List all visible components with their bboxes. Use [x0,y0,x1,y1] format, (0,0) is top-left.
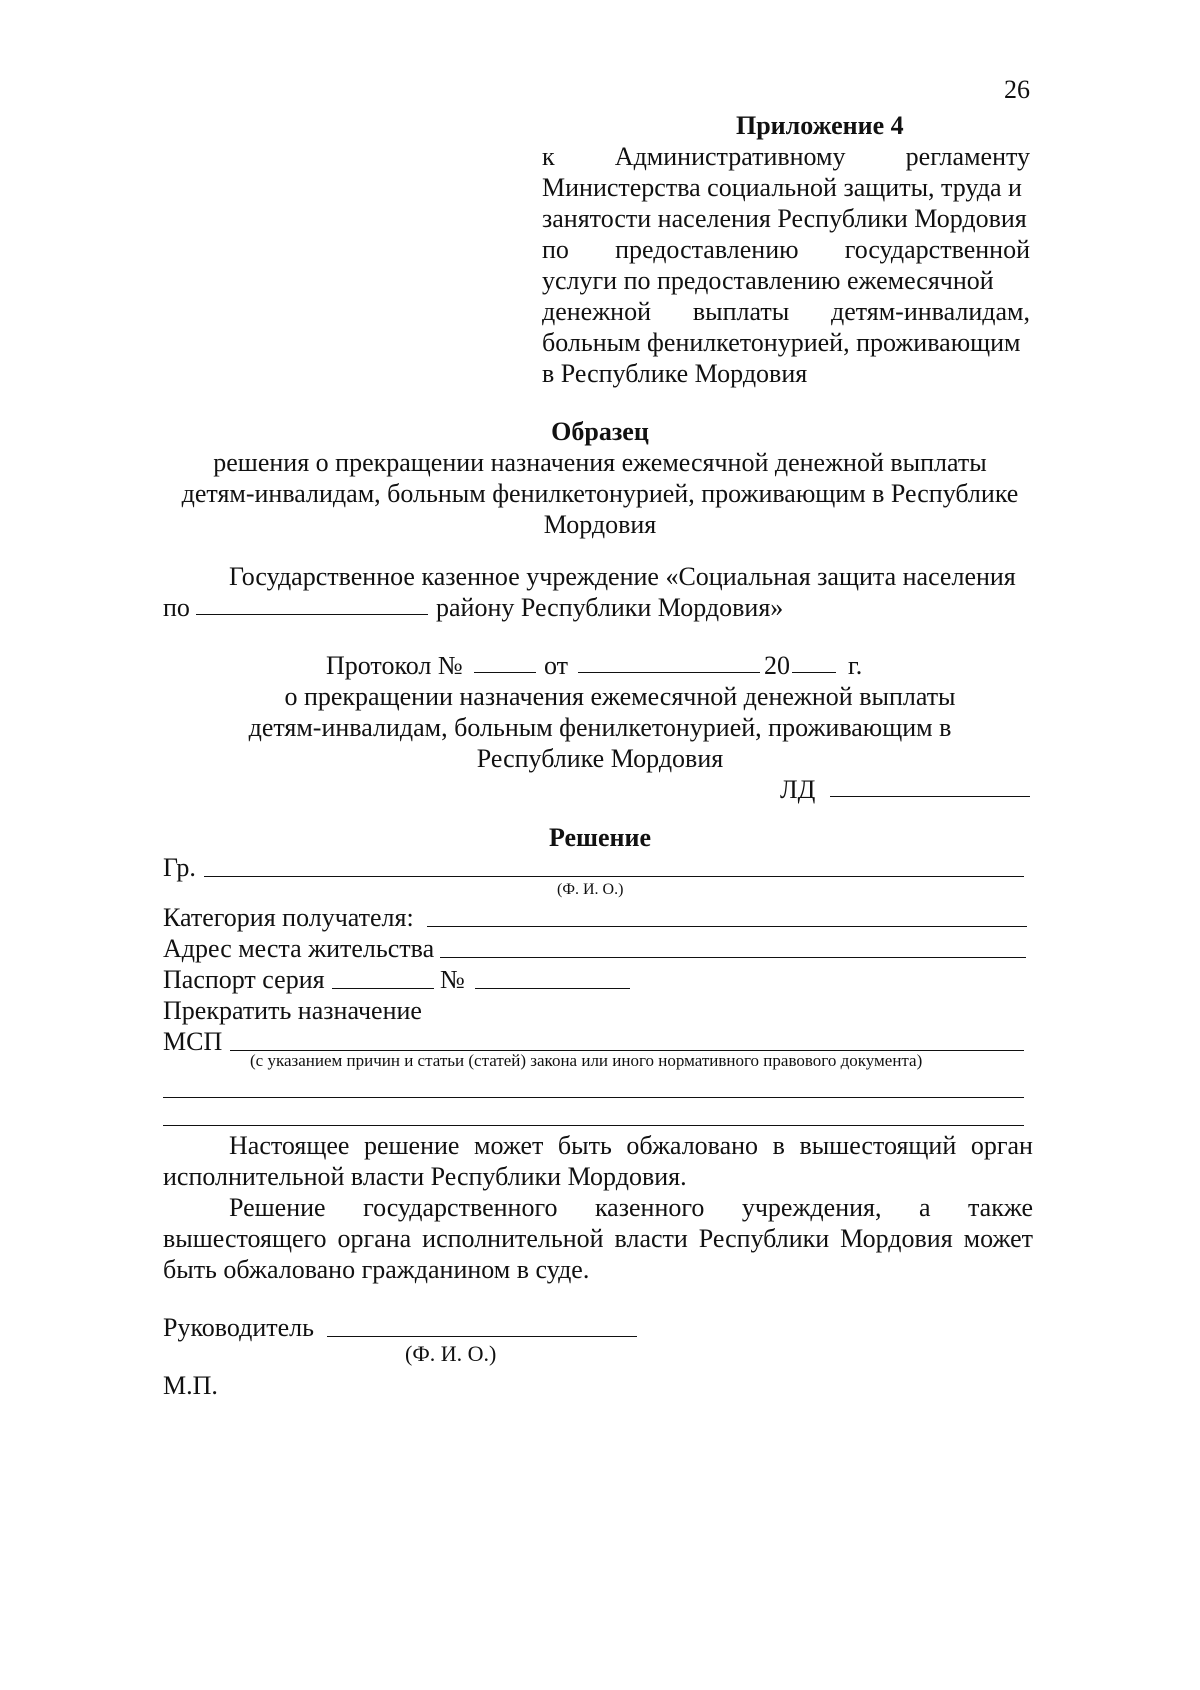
reason-caption: (с указанием причин и статьи (статей) закона или иного нормативного правового документа) [250,1051,923,1070]
appendix-word: Административному [614,142,846,171]
signature-fio-caption: (Ф. И. О.) [405,1341,497,1366]
appeal-p2-line-2 [163,1223,1033,1254]
appeal-word: может [963,1224,1033,1253]
appeal-word: вышестоящий [799,1131,957,1160]
appeal-word: Мордовия [840,1224,953,1253]
appendix-word: детям-инвалидам, [830,297,1030,326]
institution-line-2-prefix: по [163,593,190,622]
appeal-word: быть [557,1131,612,1160]
appendix-title: Приложение 4 [736,111,904,140]
fio-caption: (Ф. И. О.) [557,881,624,898]
protocol-number-blank[interactable] [474,672,536,673]
protocol-year-suffix: г. [848,651,863,680]
sample-line-3: Мордовия [543,510,657,539]
ld-blank[interactable] [830,796,1030,797]
appeal-word: органа [337,1224,412,1253]
appeal-word: вышестоящего [163,1224,327,1253]
appendix-line-3: занятости населения Республики Мордовия [542,204,1027,233]
appendix-line-4 [542,234,1030,265]
protocol-line-4: Республике Мордовия [476,744,724,773]
passport-label: Паспорт серия [163,965,325,994]
appeal-p1-line-2: исполнительной власти Республики Мордовия. [163,1162,687,1191]
protocol-year-blank[interactable] [792,672,836,673]
appeal-word: также [967,1193,1033,1222]
passport-number-blank[interactable] [475,988,630,989]
appeal-word: власти [614,1224,688,1253]
sample-title: Образец [551,417,649,446]
appeal-p1-line-1 [229,1130,1033,1161]
head-signature-blank[interactable] [327,1336,637,1337]
appeal-word: решение [364,1131,460,1160]
reason-blank-1[interactable] [163,1097,1024,1098]
stamp-label: М.П. [163,1371,218,1400]
category-blank[interactable] [427,926,1027,927]
appeal-word: может [474,1131,544,1160]
decision-title: Решение [548,823,652,852]
appendix-word: по [542,235,569,264]
appeal-word: государственного [363,1193,558,1222]
institution-line-2-suffix: району Республики Мордовия» [436,593,784,622]
ld-label: ЛД [780,775,816,804]
appeal-word: а [918,1193,931,1222]
appeal-word: в [772,1131,785,1160]
passport-number-label: № [440,965,465,994]
appendix-word: к [542,142,555,171]
citizen-label: Гр. [163,853,196,882]
page-number: 26 [1004,75,1030,104]
appendix-word: денежной [542,297,652,326]
protocol-year-prefix: 20 [764,651,790,680]
district-blank[interactable] [196,614,428,615]
appendix-line-1 [542,141,1030,172]
appendix-word: государственной [844,235,1030,264]
appeal-word: исполнительной [422,1224,604,1253]
appendix-line-6 [542,296,1030,327]
passport-series-blank[interactable] [332,988,434,989]
sample-line-1: решения о прекращении назначения ежемесячной денежной выплаты [213,448,987,477]
reason-blank-2[interactable] [163,1125,1024,1126]
address-blank[interactable] [440,957,1026,958]
appeal-word: Решение [229,1193,326,1222]
protocol-date-blank[interactable] [578,672,760,673]
appendix-line-7: больным фенилкетонурией, проживающим [542,328,1021,357]
address-label: Адрес места жительства [163,934,435,963]
institution-line-1: Государственное казенное учреждение «Социальная защита населения [229,562,1016,591]
appeal-p2-line-1 [229,1192,1033,1223]
head-label: Руководитель [163,1313,314,1342]
sample-line-2: детям-инвалидам, больным фенилкетонурией, проживающим в Республике [181,479,1019,508]
appeal-word: обжаловано [626,1131,759,1160]
appendix-word: выплаты [692,297,790,326]
protocol-line-2: о прекращении назначения ежемесячной денежной выплаты [284,682,956,711]
protocol-line-3: детям-инвалидам, больным фенилкетонурией, проживающим в [248,713,952,742]
appendix-line-5: услуги по предоставлению ежемесячной [542,266,994,295]
appendix-word: регламенту [905,142,1030,171]
category-label: Категория получателя: [163,903,414,932]
appeal-word: орган [970,1131,1033,1160]
msp-label: МСП [163,1027,223,1056]
citizen-fio-blank[interactable] [204,876,1024,877]
appeal-p2-line-3: быть обжаловано гражданином в суде. [163,1255,590,1284]
appeal-word: Настоящее [229,1131,350,1160]
protocol-label: Протокол № [326,651,463,680]
appendix-line-8: в Республике Мордовия [542,359,808,388]
appeal-word: Республики [698,1224,830,1253]
protocol-from: от [544,651,569,680]
appeal-word: казенного [594,1193,705,1222]
terminate-label: Прекратить назначение [163,996,422,1025]
appendix-word: предоставлению [615,235,799,264]
appeal-word: учреждения, [741,1193,882,1222]
appendix-line-2: Министерства социальной защиты, труда и [542,173,1022,202]
